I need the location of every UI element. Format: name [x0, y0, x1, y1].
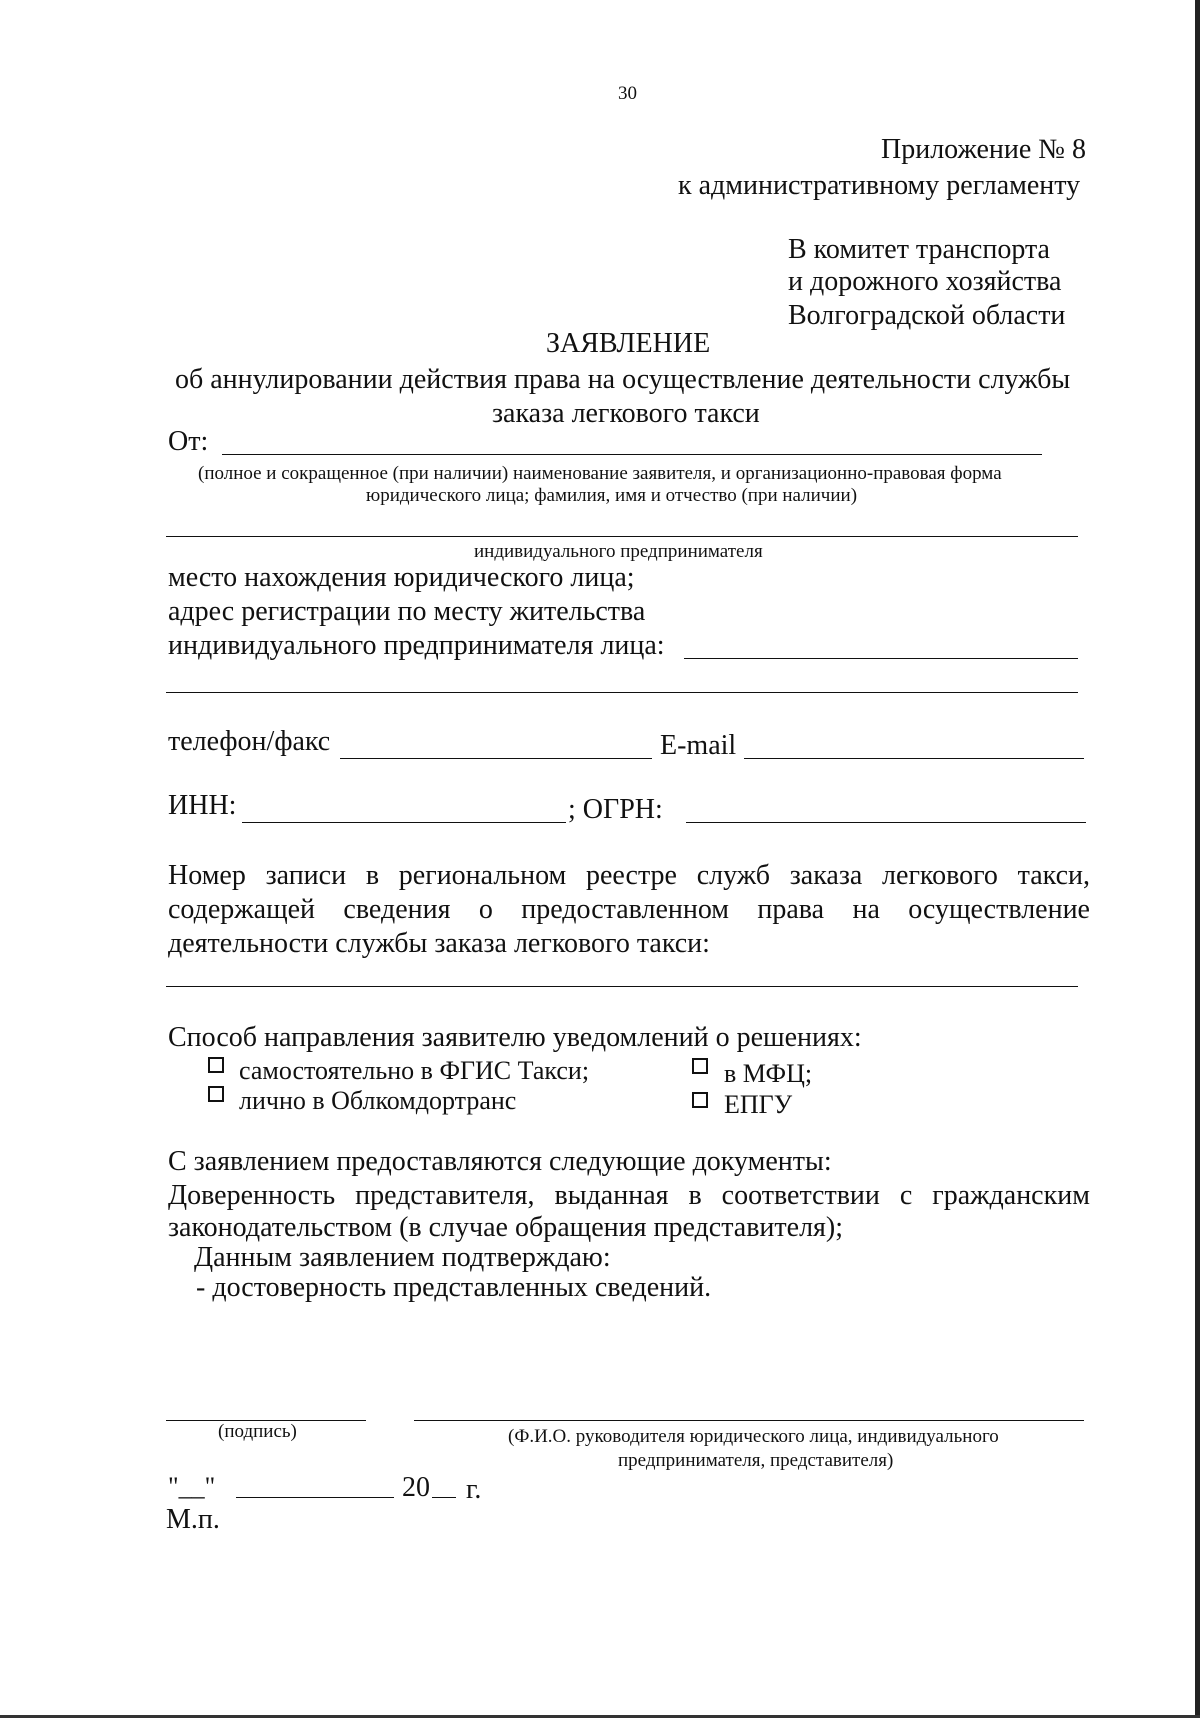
document-title: ЗАЯВЛЕНИЕ: [546, 328, 711, 359]
email-label: E-mail: [660, 730, 737, 761]
registry-line-1-word: служб: [696, 860, 770, 891]
documents-line-1-word: гражданским: [932, 1180, 1090, 1211]
addressee-line-1: В комитет транспорта: [788, 234, 1050, 265]
ogrn-label: ; ОГРН:: [568, 794, 663, 825]
registry-text-line-3: деятельности службы заказа легкового такси:: [168, 928, 710, 959]
documents-line-2: законодательством (в случае обращения представителя);: [168, 1212, 844, 1243]
from-hint-line-2: юридического лица; фамилия, имя и отчество (при наличии): [366, 485, 858, 506]
full-name-hint-line-2: предпринимателя, представителя): [618, 1450, 894, 1471]
option-fgis-taxi-label: самостоятельно в ФГИС Такси;: [239, 1056, 590, 1085]
document-subtitle-line-2: заказа легкового такси: [492, 398, 760, 429]
documents-heading: С заявлением предоставляются следующие документы:: [168, 1146, 832, 1177]
registry-line-2-word: осуществление: [908, 894, 1090, 925]
option-mfc-label: в МФЦ;: [724, 1059, 813, 1088]
notification-heading: Способ направления заявителю уведомлений о решениях:: [168, 1022, 862, 1053]
signature-hint: (подпись): [218, 1421, 297, 1442]
checkbox-epgu[interactable]: [692, 1092, 708, 1108]
date-year-suffix: г.: [466, 1474, 482, 1505]
full-name-input-line[interactable]: [414, 1420, 1084, 1421]
email-input-line[interactable]: [744, 758, 1084, 759]
location-line-1: место нахождения юридического лица;: [168, 562, 635, 593]
registry-line-2-word: права: [757, 894, 825, 925]
registry-line-2-word: на: [852, 894, 880, 925]
documents-line-1-word: Доверенность: [168, 1180, 336, 1211]
appendix-reference: к административному регламенту: [678, 170, 1081, 201]
registry-line-1-word: такси,: [1017, 860, 1090, 891]
registry-line-1-word: заказа: [789, 860, 863, 891]
documents-line-1-word: представителя,: [355, 1180, 535, 1211]
documents-line-1-word: в: [688, 1180, 702, 1211]
registry-text-line-2: [168, 896, 1090, 924]
registry-line-2-word: содержащей: [168, 894, 316, 925]
registry-line-1-word: записи: [265, 860, 347, 891]
registry-line-1-word: Номер: [168, 860, 246, 891]
from-input-line[interactable]: [222, 454, 1042, 455]
addressee-line-3: Волгоградской области: [788, 300, 1066, 331]
document-subtitle-line-1: об аннулировании действия права на осуществление деятельности службы: [175, 364, 1071, 395]
registry-line-1-word: региональном: [398, 860, 567, 891]
page-number: 30: [618, 83, 637, 104]
date-year-input-line[interactable]: [432, 1497, 456, 1498]
documents-line-1-word: выданная: [554, 1180, 669, 1211]
registry-line-1-word: в: [365, 860, 380, 891]
registry-line-2-word: предоставленном: [521, 894, 730, 925]
phone-input-line[interactable]: [340, 758, 652, 759]
address-input-line-2[interactable]: [166, 692, 1078, 693]
registry-line-1-word: реестре: [585, 860, 677, 891]
from-label: От:: [168, 426, 209, 457]
checkbox-mfc[interactable]: [692, 1058, 708, 1074]
confirm-item: - достоверность представленных сведений.: [196, 1272, 712, 1303]
inn-label: ИНН:: [168, 790, 237, 821]
confirm-heading: Данным заявлением подтверждаю:: [194, 1242, 611, 1273]
registry-line-1-word: легкового: [882, 860, 998, 891]
registry-line-2-word: о: [478, 894, 493, 925]
phone-label: телефон/факс: [168, 726, 331, 757]
from-hint-line-3: индивидуального предпринимателя: [474, 541, 763, 562]
inn-input-line[interactable]: [242, 822, 566, 823]
registry-input-line[interactable]: [166, 986, 1078, 987]
registry-text-line-1: [168, 862, 1090, 890]
option-epgu-label: ЕПГУ: [724, 1090, 793, 1119]
option-oblkomdortrans-label: лично в Облкомдортранс: [239, 1086, 517, 1115]
registry-line-2-word: сведения: [343, 894, 451, 925]
documents-line-1-word: соответствии: [721, 1180, 880, 1211]
checkbox-oblkomdortrans[interactable]: [208, 1086, 224, 1102]
appendix-number: Приложение № 8: [881, 134, 1086, 165]
location-line-3: индивидуального предпринимателя лица:: [168, 630, 665, 661]
from-input-line-2[interactable]: [166, 536, 1078, 537]
full-name-hint-line-1: (Ф.И.О. руководителя юридического лица, индивидуального: [508, 1426, 999, 1447]
seal-placeholder: М.п.: [166, 1504, 220, 1535]
addressee-line-2: и дорожного хозяйства: [788, 266, 1062, 297]
date-month-input-line[interactable]: [236, 1497, 394, 1498]
address-input-line[interactable]: [684, 658, 1078, 659]
location-line-2: адрес регистрации по месту жительства: [168, 596, 646, 627]
date-year-prefix: 20: [402, 1472, 430, 1503]
scan-edge-right: [1195, 0, 1200, 1718]
documents-line-1-word: с: [899, 1180, 913, 1211]
ogrn-input-line[interactable]: [686, 822, 1086, 823]
checkbox-fgis-taxi[interactable]: [208, 1057, 224, 1073]
documents-line-1: [168, 1182, 1090, 1210]
from-hint-line-1: (полное и сокращенное (при наличии) наименование заявителя, и организационно-правовая форма: [198, 463, 1002, 484]
date-day-field[interactable]: "__": [168, 1472, 216, 1501]
